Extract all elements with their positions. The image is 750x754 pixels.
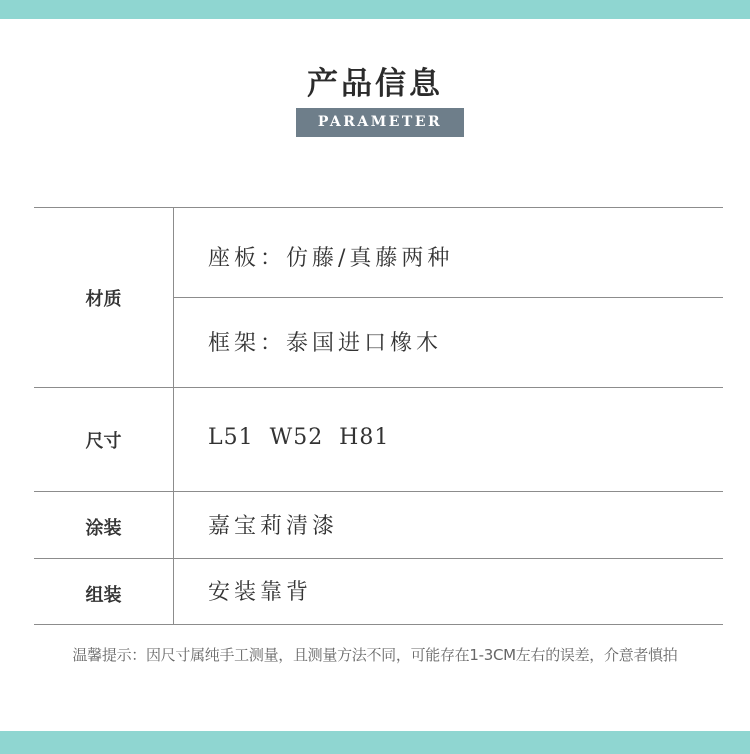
page-title: 产品信息	[307, 66, 443, 102]
table-column-divider	[173, 207, 174, 625]
table-rule-top	[34, 207, 723, 208]
coating-value: 嘉宝莉清漆	[208, 514, 339, 539]
bottom-accent-bar	[0, 731, 750, 754]
material-label: 材质	[85, 289, 122, 310]
top-accent-bar	[0, 0, 750, 19]
coating-label: 涂装	[85, 518, 122, 539]
table-rule-1	[34, 387, 723, 388]
table-rule-2	[34, 491, 723, 492]
size-value: L51 W52 H81	[208, 425, 390, 450]
assembly-value: 安装靠背	[208, 580, 313, 605]
table-rule-material-inner	[174, 297, 723, 298]
size-label: 尺寸	[85, 431, 122, 452]
table-rule-3	[34, 558, 723, 559]
assembly-label: 组装	[85, 585, 122, 606]
material-seat-value: 座板：仿藤/真藤两种	[208, 246, 454, 271]
measurement-footnote: 温馨提示：因尺寸属纯手工测量，且测量方法不同，可能存在1-3CM左右的误差，介意者慎拍	[72, 646, 678, 664]
page-subtitle-badge: PARAMETER	[296, 108, 464, 137]
material-frame-value: 框架：泰国进口橡木	[208, 331, 443, 356]
table-rule-bottom	[34, 624, 723, 625]
